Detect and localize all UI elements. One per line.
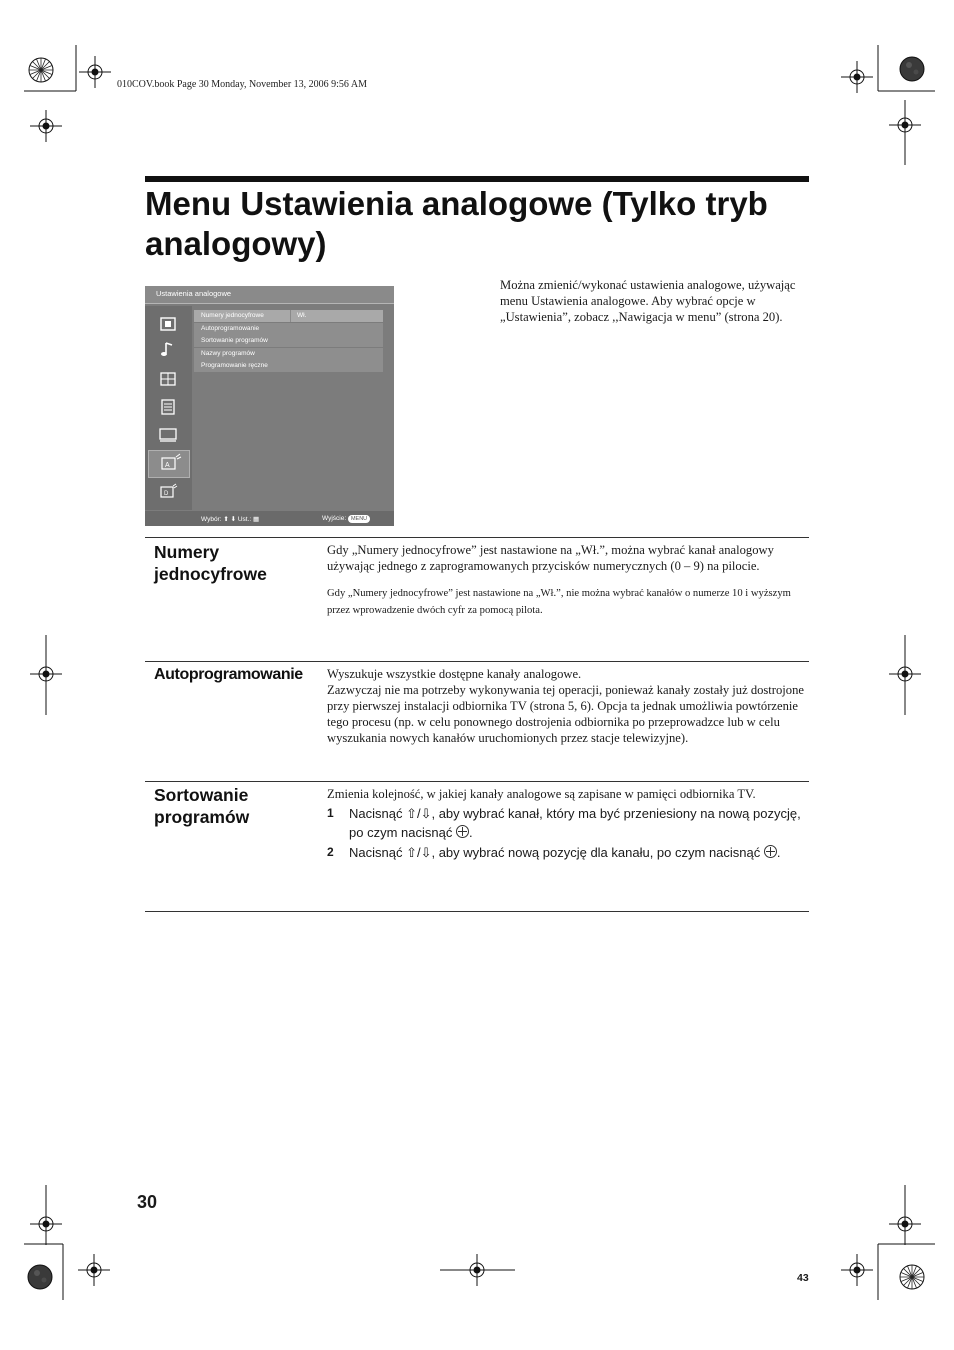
section-divider — [145, 537, 809, 538]
svg-text:A: A — [165, 462, 170, 469]
step-text: Nacisnąć ⇧/⇩, aby wybrać nową pozycję dla kanału, po czym nacisnąć — [349, 845, 761, 860]
grid-icon — [158, 370, 178, 388]
analog-settings-icon — [148, 450, 190, 478]
print-header-note: 010COV.book Page 30 Monday, November 13, 2006 9:56 AM — [117, 79, 367, 90]
section-term-line: Sortowanie — [154, 785, 249, 805]
step-number: 2 — [327, 845, 334, 859]
ok-button-icon — [764, 845, 777, 858]
tv-menu-item-value: Wł. — [297, 312, 307, 319]
step-text: Nacisnąć ⇧/⇩, aby wybrać kanał, który ma być przeniesiony na nową pozycję, po czym nacisnąć — [349, 806, 801, 840]
tv-menu-item-label: Sortowanie programów — [201, 337, 268, 344]
section-description — [327, 666, 809, 746]
intro-text: Można zmienić/wykonać ustawienia analogowe, używając menu Ustawienia analogowe. Aby wybrać opcje w „Ustawienia”, zobacz ,,Nawigacja w menu” (strona 20). — [500, 278, 796, 324]
menu-button-icon: MENU — [348, 515, 370, 523]
tv-menu-item[interactable] — [194, 360, 383, 372]
section-description-text: Zmienia kolejność, w jakiej kanały analogowe są zapisane w pamięci odbiornika TV. — [327, 787, 756, 801]
music-note-icon — [158, 340, 178, 358]
page-title: Menu Ustawienia analogowe (Tylko tryb analogowy) — [145, 185, 768, 262]
tv-menu-item-label: Programowanie ręczne — [201, 362, 268, 369]
step: 1 Nacisnąć ⇧/⇩, aby wybrać kanał, który ma być przeniesiony na nową pozycję, po czym nacisnąć . — [327, 806, 801, 840]
section-term-line: jednocyfrowe — [154, 564, 267, 584]
tv-menu-item-label: Numery jednocyfrowe — [201, 312, 264, 319]
tv-footer-exit-label: Wyjście: — [322, 515, 347, 522]
tv-menu-footer — [145, 511, 394, 526]
section-description — [327, 786, 809, 862]
svg-text:D: D — [164, 491, 169, 497]
step-number: 1 — [327, 806, 334, 820]
tv-footer-exit — [322, 515, 370, 523]
list-icon — [158, 398, 178, 416]
section-description-text: Zazwyczaj nie ma potrzeby wykonywania tej operacji, ponieważ kanały zostały już dostrojone przy pierwszej instalacji odbiornika TV (strona 5, 6). Opcja ta jednak umożliwia powtórzenie tego procesu (np. w celu ponownego dostrojenia odbiornika po przeprowadzce lub w celu wyszukania nowych kanałów uruchomionych przez stacje telewizyjne). — [327, 683, 804, 745]
section-description-text: Wyszukuje wszystkie dostępne kanały analogowe. — [327, 667, 582, 681]
tv-menu-list — [194, 310, 383, 373]
tv-menu-item-label: Autoprogramowanie — [201, 324, 260, 332]
tv-menu-sidebar — [145, 306, 192, 510]
tv-menu-header-label: Ustawienia analogowe — [156, 289, 232, 298]
tv-footer-hint: Wybór: ⬆ ⬇ Ust.: ▦ — [201, 516, 260, 523]
tv-menu-item-label: Nazwy programów — [201, 349, 255, 357]
section-divider — [145, 781, 809, 782]
tv-menu-item[interactable] — [194, 310, 383, 322]
section-description-text: Gdy „Numery jednocyfrowe” jest nastawione na „Wł.”, można wybrać kanał analogowy używając jednego z zaprogramowanych przycisków numerycznych (0 – 9) na pilocie. — [327, 543, 774, 573]
monitor-icon — [158, 426, 178, 444]
tv-menu-header — [145, 286, 394, 304]
tv-menu-item[interactable] — [194, 348, 383, 360]
section-term-line: Numery — [154, 542, 220, 562]
corner-number: 43 — [797, 1272, 809, 1284]
section-divider — [145, 911, 809, 912]
picture-icon — [158, 315, 178, 333]
section-note: Gdy „Numery jednocyfrowe” jest nastawione na „Wł.”, nie można wybrać kanałów o numerze 10 i wyższym przez wprowadzenie dwóch cyfr za pomocą pilota. — [327, 588, 791, 616]
section-term-line: programów — [154, 807, 250, 827]
tv-menu-item[interactable] — [194, 335, 383, 347]
section-description — [327, 542, 809, 619]
tv-menu-item[interactable] — [194, 323, 383, 335]
section-divider — [145, 661, 809, 662]
page-number: 30 — [137, 1192, 158, 1212]
section-term: Autoprogramowanie — [154, 666, 303, 683]
section-term — [154, 784, 249, 828]
digital-settings-icon — [158, 482, 178, 500]
section-term — [154, 541, 267, 585]
step: 2 Nacisnąć ⇧/⇩, aby wybrać nową pozycję dla kanału, po czym nacisnąć . — [327, 845, 781, 860]
ok-button-icon — [456, 825, 469, 838]
tv-menu-screenshot — [145, 286, 394, 526]
title-bar — [145, 176, 809, 182]
